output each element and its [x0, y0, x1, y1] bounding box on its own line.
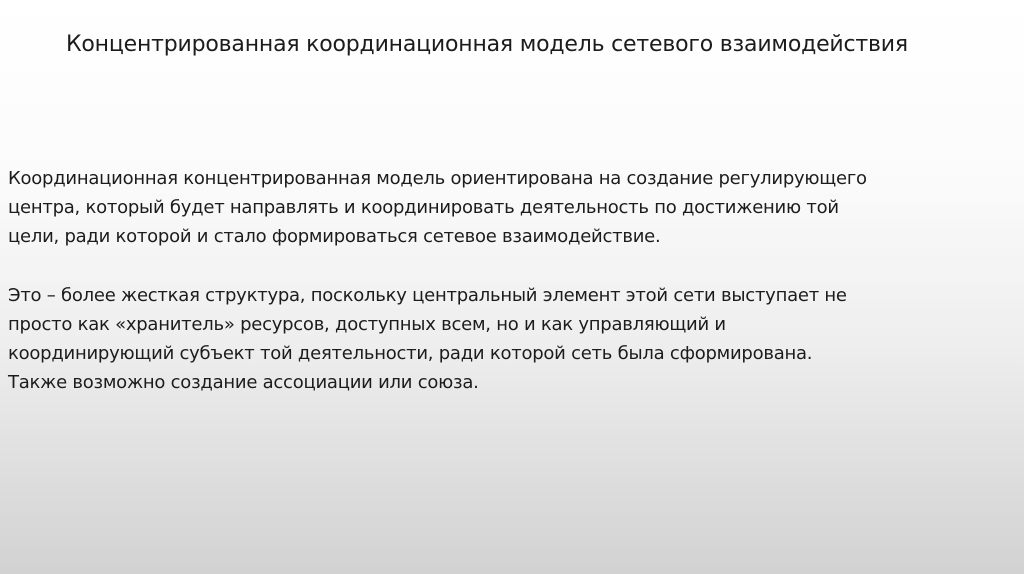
- text-line: цели, ради которой и стало формироваться сетевое взаимодействие.: [8, 226, 661, 247]
- text-line: Координационная концентрированная модель ориентирована на создание регулирующего: [8, 168, 867, 189]
- text-line: просто как «хранитель» ресурсов, доступных всем, но и как управляющий и: [8, 314, 726, 335]
- text-line: Это – более жесткая структура, поскольку центральный элемент этой сети выступает не: [8, 285, 847, 306]
- paragraph-explanation: [8, 281, 1008, 397]
- text-line: центра, который будет направлять и координировать деятельность по достижению той: [8, 197, 839, 218]
- slide-title: Концентрированная координационная модель сетевого взаимодействия: [66, 32, 908, 57]
- paragraph-definition: [8, 164, 1008, 251]
- slide-body: [8, 164, 1008, 427]
- text-line: координирующий субъект той деятельности, ради которой сеть была сформирована.: [8, 343, 813, 364]
- text-line: Также возможно создание ассоциации или союза.: [8, 372, 479, 393]
